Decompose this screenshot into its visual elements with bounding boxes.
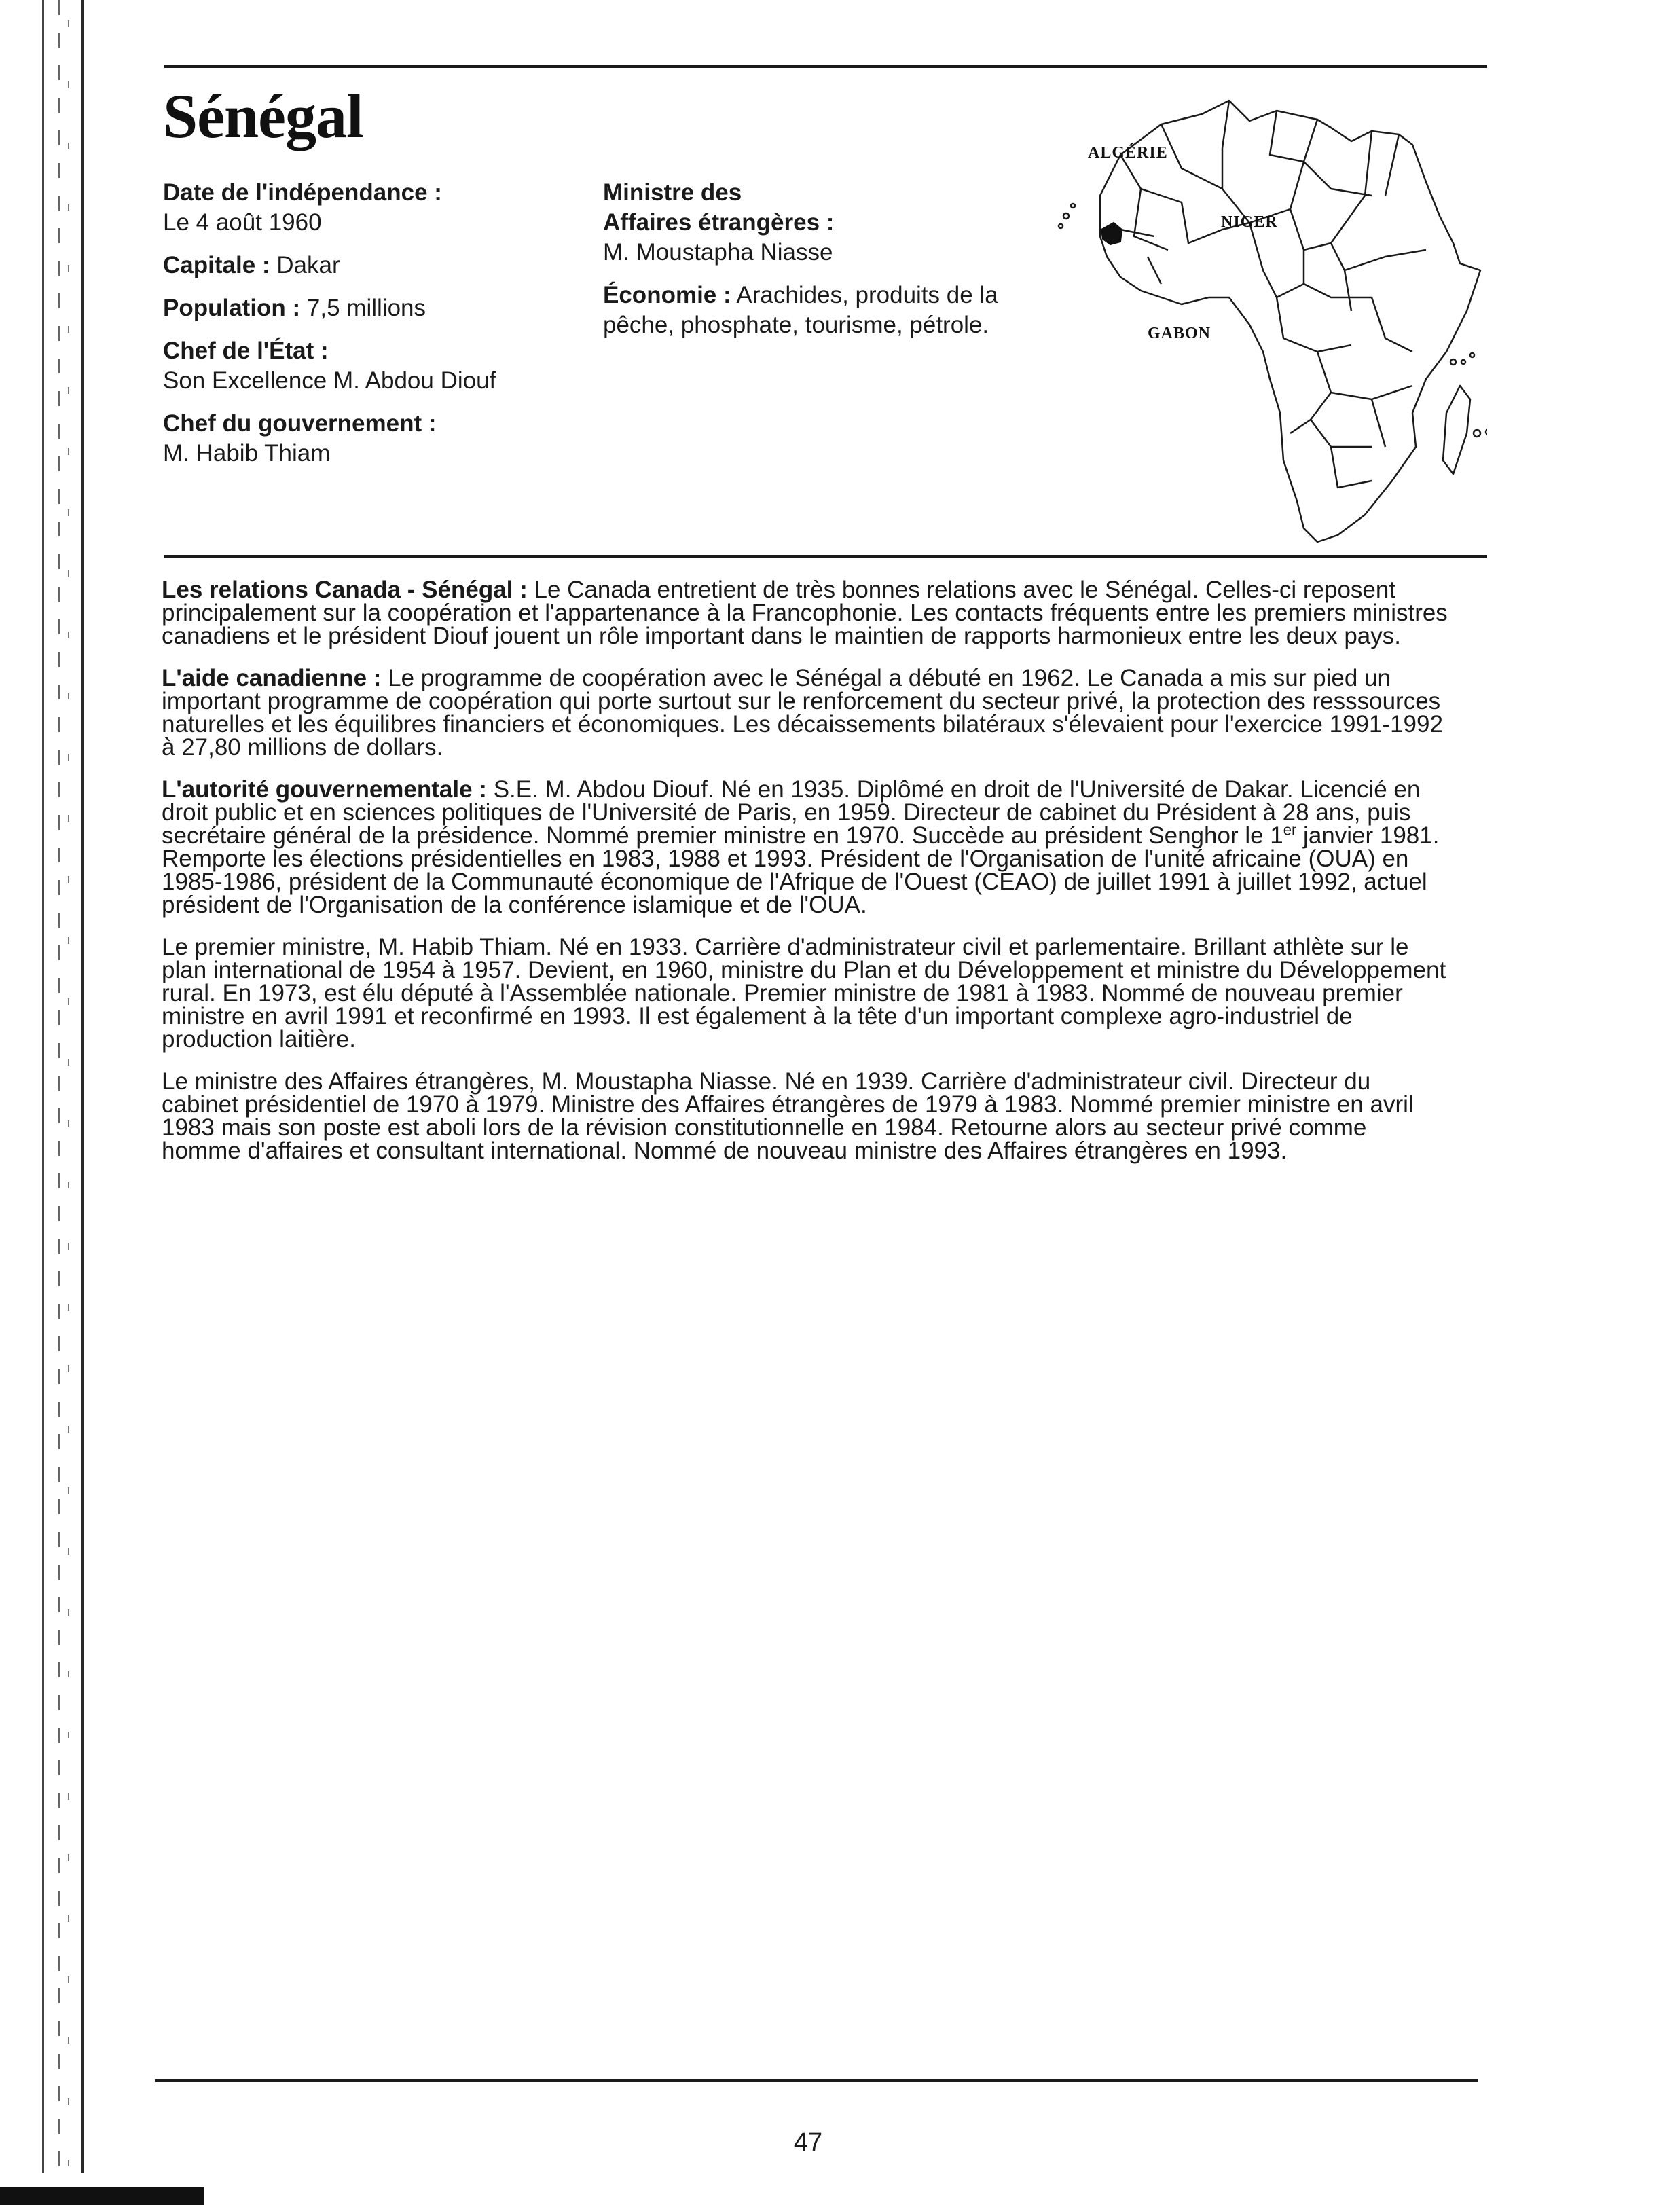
middle-rule	[164, 555, 1487, 558]
aid-text: Le programme de coopération avec le Sénégal a débuté en 1962. Le Canada a mis sur pied un important programme de coopération qui porte surtout sur le renforcement du secteur privé, la protection des resssources naturelles et les équilibres financiers et économiques. Les décaissements bilatéraux s'élevaient pour l'exercice 1991-1992 à 27,80 millions de dollars.	[162, 665, 1443, 761]
fact-capital	[163, 251, 584, 280]
scan-corner-shadow	[0, 2173, 204, 2205]
bottom-rule	[155, 2079, 1478, 2082]
body-text	[162, 579, 1452, 1182]
economy-label: Économie :	[603, 282, 731, 308]
head-of-government-value: M. Habib Thiam	[163, 440, 331, 467]
capital-label: Capitale :	[163, 252, 270, 278]
authority-text-2: janvier 1981. Remporte les élections présidentielles en 1983, 1988 et 1993. Président de l'Organisation de l'unité africaine (OUA) en 1985-1986, président de la Communauté économique de l'Afrique de l'Ouest (CEAO) de juillet 1991 à juillet 1992, actuel président de l'Organisation de la conférence islamique et de l'OUA.	[162, 822, 1440, 918]
fact-head-of-government	[163, 409, 584, 469]
fact-head-of-state	[163, 336, 584, 396]
head-of-state-value: Son Excellence M. Abdou Diouf	[163, 367, 496, 394]
independence-value: Le 4 août 1960	[163, 209, 322, 236]
map-label-algeria: ALGÉRIE	[1088, 144, 1168, 162]
senegal-highlight	[1101, 223, 1122, 244]
page-title: Sénégal	[163, 81, 363, 151]
head-of-government-label: Chef du gouvernement :	[163, 410, 437, 437]
head-of-state-label: Chef de l'État :	[163, 338, 329, 364]
relations-text: Le Canada entretient de très bonnes relations avec le Sénégal. Celles-ci reposent principalement sur la coopération et l'appartenance à la Francophonie. Les contacts fréquents entre les premiers ministres canadiens et le président Diouf jouent un rôle important dans le maintien de rapports harmonieux entre les deux pays.	[162, 577, 1448, 649]
binding-edge	[0, 0, 84, 2205]
facts-left-column	[163, 178, 584, 481]
map-label-niger: NIGER	[1221, 213, 1278, 231]
authority-text-1: S.E. M. Abdou Diouf. Né en 1935. Diplômé en droit de l'Université de Dakar. Licencié en droit public et en sciences politiques de l'Université de Paris, en 1959. Directeur de cabinet du Président à 28 ans, puis secrétaire général de la présidence. Nommé premier ministre en 1970. Succède au président Senghor le 1	[162, 776, 1421, 849]
foreign-minister-paragraph: Le ministre des Affaires étrangères, M. Moustapha Niasse. Né en 1939. Carrière d'administrateur civil. Directeur du cabinet présidentiel de 1970 à 1979. Ministre des Affaires étrangères de 1979 à 1983. Nommé premier ministre en avril 1983 mais son poste est aboli lors de la révision constitutionnelle en 1984. Retourne alors au secteur privé comme homme d'affaires et consultant international. Nommé de nouveau ministre des Affaires étrangères en 1993.	[162, 1068, 1414, 1164]
prime-minister-paragraph: Le premier ministre, M. Habib Thiam. Né en 1933. Carrière d'administrateur civil et parlementaire. Brillant athlète sur le plan international de 1954 à 1957. Devient, en 1960, ministre du Plan et du Développement et ministre du Développement rural. En 1973, est élu député à l'Assemblée nationale. Premier ministre de 1981 à 1983. Nommé de nouveau premier ministre en avril 1991 et reconfirmé en 1993. Il est également à la tête d'un important complexe agro-industriel de production laitière.	[162, 934, 1446, 1053]
facts-right-column	[603, 178, 1038, 353]
africa-map	[1046, 94, 1487, 549]
population-value: 7,5 millions	[300, 295, 426, 321]
authority-paragraph	[162, 778, 1452, 917]
foreign-minister-label-1: Ministre des	[603, 179, 742, 206]
independence-label: Date de l'indépendance :	[163, 179, 442, 206]
fact-independence	[163, 178, 584, 238]
capital-value: Dakar	[270, 252, 340, 278]
binding-perforation	[58, 0, 60, 2205]
foreign-minister-value: M. Moustapha Niasse	[603, 239, 833, 266]
fact-foreign-minister	[603, 178, 1038, 268]
population-label: Population :	[163, 295, 301, 321]
aid-label: L'aide canadienne :	[162, 665, 382, 691]
relations-label: Les relations Canada - Sénégal :	[162, 577, 528, 603]
authority-superscript: er	[1283, 821, 1297, 839]
foreign-minister-label-2: Affaires étrangères :	[603, 209, 835, 236]
madagascar	[1443, 386, 1470, 474]
binding-perforation-secondary	[68, 0, 69, 2205]
fact-population	[163, 293, 584, 323]
economy-value: Arachides, produits de la pêche, phosphate, tourisme, pétrole.	[603, 282, 998, 338]
binding-line	[42, 0, 44, 2205]
authority-label: L'autorité gouvernementale :	[162, 776, 487, 803]
africa-outline	[1100, 101, 1480, 542]
aid-paragraph	[162, 667, 1452, 759]
fact-economy	[603, 280, 1038, 340]
relations-paragraph	[162, 579, 1452, 648]
page-number: 47	[793, 2128, 823, 2157]
map-label-gabon: GABON	[1148, 325, 1211, 342]
top-rule	[164, 65, 1487, 68]
